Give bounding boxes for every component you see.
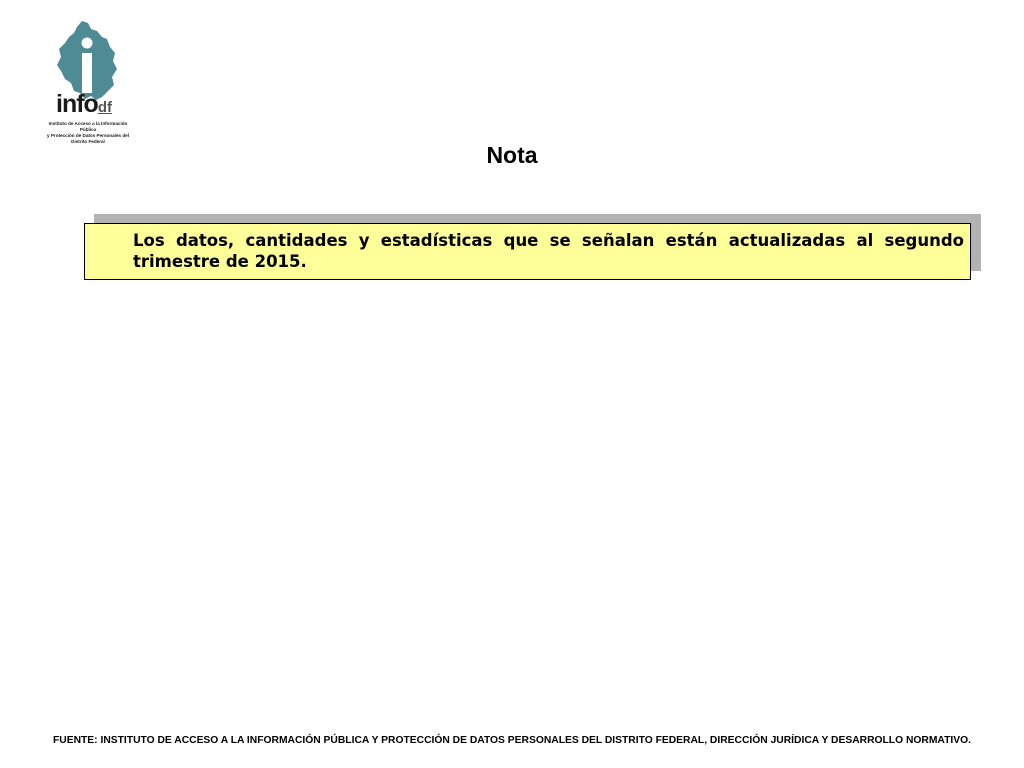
slide-title: Nota (486, 142, 538, 168)
note-box (84, 223, 971, 280)
logo-caption-line-2: y Protección de Datos Personales del Distrito Federal (47, 133, 129, 144)
note-text: Los datos, cantidades y estadísticas que se señalan están actualizadas al segundo trimestre de 2015. (133, 231, 964, 271)
logo-wordmark: infodf (56, 90, 112, 118)
source-footer: FUENTE: INSTITUTO DE ACCESO A LA INFORMACIÓN PÚBLICA Y PROTECCIÓN DE DATOS PERSONALES DEL DISTRITO FEDERAL, DIRECCIÓN JURÍDICA Y DESARROLLO NORMATIVO. (52, 735, 971, 746)
logo-caption-line-1: Instituto de Acceso a la Información Pública (48, 121, 128, 132)
infodf-logo (40, 20, 136, 144)
